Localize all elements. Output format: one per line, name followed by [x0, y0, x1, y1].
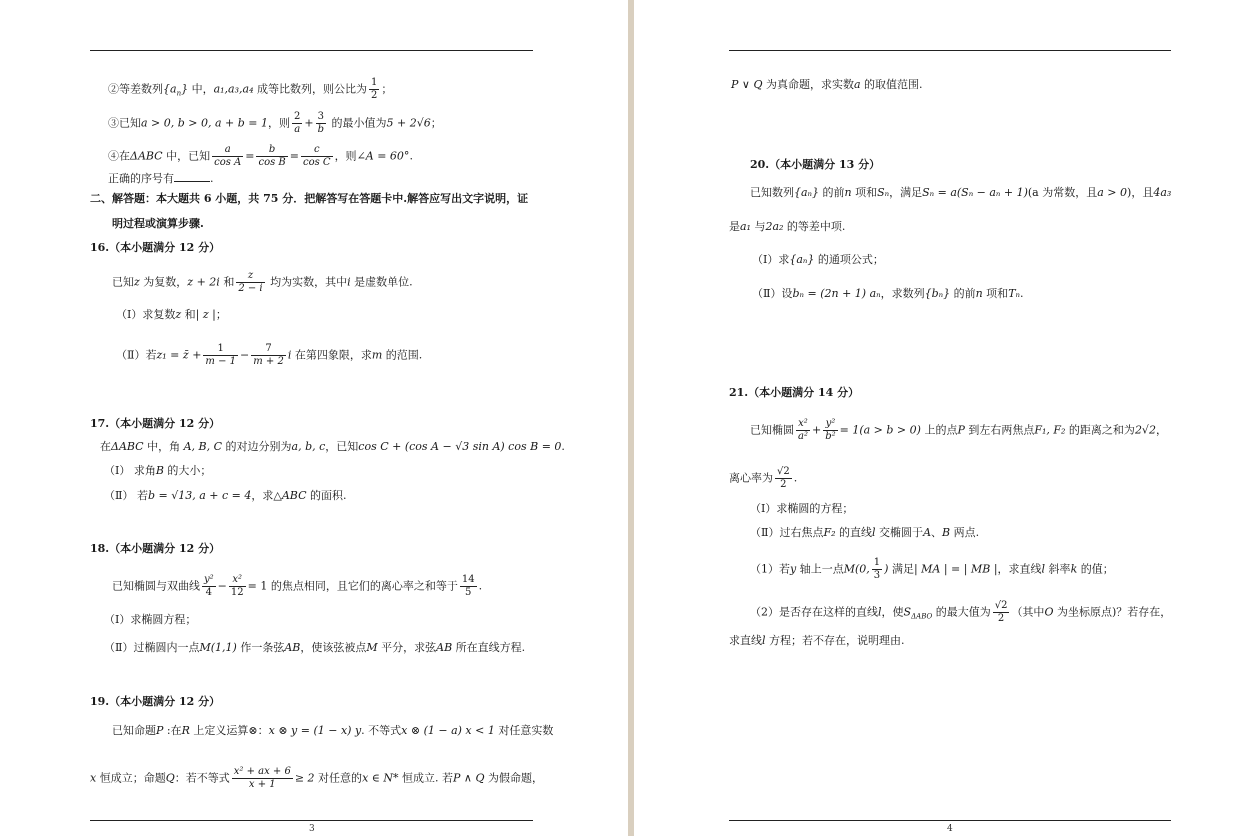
item-text: 求直线 [729, 634, 762, 647]
math: x [90, 771, 97, 785]
item-text: 的值； [1077, 562, 1114, 576]
math: {aₙ} [789, 253, 815, 266]
item-text: 离心率为 [729, 471, 773, 485]
math: b = √13, a + c = 4 [147, 489, 252, 502]
item-text: :在 [163, 724, 182, 737]
math: {aₙ} [794, 186, 820, 199]
item-text: （Ⅱ）过椭圆内一点 [104, 641, 200, 654]
frac-num: 3 [316, 111, 326, 124]
item-text: （Ⅱ）设 [752, 287, 793, 300]
fraction [212, 144, 243, 169]
q18-stem [112, 574, 482, 599]
q21-part-2 [750, 526, 979, 540]
fraction [301, 144, 333, 169]
item-text: 平分，求弦 [377, 641, 437, 654]
item-text: （2）是否存在这样的直线 [750, 605, 878, 619]
item-text: （Ⅱ） 若 [104, 489, 148, 502]
item-text: 的焦点相同，且它们的离心率之和等于 [267, 579, 458, 593]
frac-num: y² [823, 418, 837, 431]
fraction [232, 766, 293, 791]
item-text: 中，角 [143, 440, 184, 453]
header-rule [90, 50, 533, 51]
q20-line-1 [750, 186, 1171, 200]
math: z [175, 308, 182, 321]
item-text: ，求数列 [880, 287, 925, 300]
frac-num: z [236, 270, 264, 283]
math: a₁ [740, 220, 751, 233]
q19-continuation [731, 78, 923, 92]
math: | z | [195, 308, 216, 321]
item-text: 已知椭圆 [750, 423, 794, 437]
math: x ∈ N* [362, 771, 399, 785]
frac-den: cos A [214, 157, 242, 168]
item-text: 的取值范围. [860, 78, 923, 91]
frac-den: b [317, 124, 325, 135]
item-text: . [561, 440, 565, 453]
math: z + 2i [187, 275, 220, 289]
item-text: 为真命题，求实数 [762, 78, 854, 91]
frac-den: m − 1 [205, 356, 237, 367]
q19-title: 19.（本小题满分 12 分） [90, 695, 221, 708]
item-text: 正确的序号有 [108, 172, 174, 185]
math: P ∨ Q [731, 78, 763, 91]
footer-rule [729, 820, 1171, 821]
frac-den: 2 [780, 479, 787, 490]
item-text: 的前 [819, 186, 845, 199]
q17-title: 17.（本小题满分 12 分） [90, 417, 221, 430]
item-text: （Ⅰ） 求角 [104, 464, 156, 477]
item-text: 已知数列 [750, 186, 794, 199]
q15-answer [108, 171, 214, 186]
fraction [256, 144, 287, 169]
header-rule [729, 50, 1171, 51]
item-text: （Ⅱ）过右焦点 [750, 526, 824, 539]
q21-part-1: （Ⅰ）求椭圆的方程； [750, 502, 854, 515]
item-text: 的对边分别为 [222, 440, 292, 453]
item-text: 是虚数单位. [350, 275, 413, 289]
math: ) [884, 562, 889, 576]
item-text: ，使 [881, 605, 904, 619]
q20-title: 20.（本小题满分 13 分） [750, 158, 881, 171]
math: a₁,a₃,a₄ [213, 82, 254, 96]
math: Sₙ [877, 186, 890, 199]
q18-title: 18.（本小题满分 12 分） [90, 542, 221, 555]
math: Sₙ = a(Sₙ − aₙ + 1) [922, 186, 1028, 199]
math: a [853, 78, 861, 91]
item-text: ④在 [108, 149, 130, 163]
item-text: ，求△ [251, 489, 282, 502]
frac-num: a [212, 144, 243, 157]
item-text: )，且 [1127, 186, 1154, 199]
item-text: 、 [931, 526, 943, 539]
item-text: 所在直线方程. [452, 641, 526, 654]
math: {bₙ} [924, 287, 951, 300]
frac-den: 12 [230, 587, 244, 598]
fraction [796, 418, 810, 443]
frac-den: a [294, 124, 301, 135]
item-text: 在第四象限，求 [291, 348, 372, 362]
item-text: 轴上一点 [796, 562, 844, 576]
math: R [181, 724, 190, 737]
math-sub: n [176, 89, 182, 98]
item-text: 项和 [851, 186, 878, 199]
item-text: ②等差数列 [108, 82, 163, 96]
page-number: 4 [947, 824, 953, 834]
footer-rule [90, 820, 533, 821]
item-text: 恒成立. 若 [398, 771, 454, 785]
math: + [811, 423, 822, 437]
q16-title: 16.（本小题满分 12 分） [90, 241, 221, 254]
math: l [1041, 562, 1046, 576]
item-text: 为坐标原点)？若存在， [1053, 605, 1172, 619]
item-text: 为假命题， [484, 771, 543, 785]
page-4 [634, 0, 1259, 836]
math: O [1044, 605, 1054, 619]
answer-blank [174, 171, 210, 182]
item-text: 的距离之和为 [1065, 423, 1135, 437]
math: {a [163, 82, 177, 96]
frac-den: m + 2 [253, 356, 284, 367]
frac-den: 2 − i [238, 283, 263, 294]
item-text: ，求直线 [997, 562, 1042, 576]
item-text: ：若不等式 [174, 771, 230, 785]
item-text: 是 [729, 220, 740, 233]
frac-num: 1 [873, 557, 881, 568]
fraction [872, 557, 882, 582]
item-text: 的大小； [163, 464, 212, 477]
item-text: 对任意实数 [494, 724, 554, 737]
math: ΔABC [130, 149, 163, 163]
math: n [975, 287, 983, 300]
item-text: 项和 [982, 287, 1009, 300]
item-text: 已知命题 [112, 724, 156, 737]
math: z [134, 275, 140, 289]
item-text: ，则 [334, 149, 357, 163]
math: 2√2 [1134, 423, 1156, 437]
fraction [202, 574, 216, 599]
frac-num: 1 [370, 77, 378, 88]
frac-den: x + 1 [248, 779, 276, 790]
math: AB [284, 641, 301, 654]
frac-den: 2 [997, 613, 1005, 624]
math: F₁, F₂ [1034, 423, 1066, 437]
math: n [844, 186, 852, 199]
fraction [229, 574, 246, 599]
math: i [287, 348, 292, 362]
item-text: 恒成立；命题 [96, 771, 166, 785]
item-text: . [1019, 287, 1024, 300]
q17-part-2 [104, 489, 347, 503]
item-text: ，满足 [889, 186, 923, 199]
math: ΔABC [111, 440, 144, 453]
math: Q [165, 771, 175, 785]
math: = [289, 149, 299, 163]
fraction [236, 270, 264, 295]
math: 5 + 2√6 [386, 116, 431, 130]
math: cos C + (cos A − √3 sin A) cos B = 0 [358, 440, 562, 453]
math: = 1 [247, 579, 268, 593]
frac-num: √2 [777, 466, 790, 477]
item-text: （1）若 [750, 562, 790, 576]
math: m [371, 348, 383, 362]
q20-part-1 [752, 253, 884, 267]
math: i [347, 275, 351, 289]
math: 4a₃ [1153, 186, 1172, 199]
fraction [823, 418, 837, 443]
item-text: 在 [100, 440, 111, 453]
q17-stem [100, 440, 565, 454]
math: B [155, 464, 164, 477]
math: bₙ = (2n + 1) aₙ [792, 287, 881, 300]
fraction [775, 466, 792, 491]
frac-num: √2 [994, 600, 1008, 611]
item-text: 中，已知 [162, 149, 211, 163]
math: k [1070, 562, 1078, 576]
frac-num: y² [204, 574, 214, 585]
item-text: 已知 [112, 275, 134, 289]
math: x ⊗ (1 − a) x < 1 [401, 724, 495, 737]
math: a > 0 [1097, 186, 1128, 199]
item-text: ； [215, 308, 227, 321]
frac-den: a² [798, 431, 808, 442]
frac-num: x² [229, 574, 246, 587]
fraction [203, 343, 238, 368]
frac-den: 4 [205, 587, 213, 598]
page-3 [0, 0, 628, 836]
q16-part-2 [116, 343, 422, 368]
math: M(0, [843, 562, 870, 576]
item-text: ，则 [268, 116, 291, 130]
math: − [217, 579, 227, 593]
item-text: ，使该弦被点 [300, 641, 367, 654]
math-sub: ΔABO [911, 612, 933, 621]
item-text: ； [430, 116, 442, 130]
item-text: 满足 [888, 562, 914, 576]
item-text: ， [1155, 423, 1167, 437]
math: ≥ 2 [294, 771, 315, 785]
item-text: 的直线 [835, 526, 873, 539]
item-text: （其中 [1011, 605, 1045, 619]
math: y [790, 562, 797, 576]
math: F₂ [823, 526, 836, 539]
math: } [181, 82, 189, 96]
frac-num: 1 [203, 343, 238, 356]
frac-num: 7 [251, 343, 286, 356]
item-text: 为复数， [139, 275, 188, 289]
frac-den: 2 [370, 90, 378, 101]
q19-line-2 [90, 766, 543, 791]
item-text: 均为实数，其中 [266, 275, 348, 289]
frac-num: x² [796, 418, 810, 431]
item-text: 和 [219, 275, 235, 289]
math: A, B, C [183, 440, 223, 453]
item-text: . [210, 172, 214, 185]
item-text: 的最大值为 [932, 605, 991, 619]
section-2-heading: 二、解答题：本大题共 6 小题，共 75 分．把解答写在答题卡中.解答应写出文字说明，证 [90, 192, 529, 205]
section-2-heading-cont: 明过程或演算步骤. [112, 217, 204, 230]
math: ABC [281, 489, 307, 502]
item-text: 的等差中项. [783, 220, 846, 233]
fraction [316, 111, 326, 136]
math: x ⊗ y = (1 − x) y [268, 724, 362, 737]
frac-den: 3 [873, 570, 881, 581]
q21-line-2 [729, 466, 797, 491]
item-text: . [478, 579, 483, 593]
item-text: 的面积. [306, 489, 347, 502]
math: P ∧ Q [453, 771, 485, 785]
item-text: 的最小值为 [328, 116, 387, 130]
item-text: 的范围. [382, 348, 423, 362]
math: | MA | = | MB | [913, 562, 998, 576]
page-number: 3 [309, 824, 315, 834]
math: z₁ = z̄ + [156, 348, 202, 362]
math: − [240, 348, 250, 362]
item-text: 到左右两焦点 [964, 423, 1035, 437]
item-text: 和 [181, 308, 196, 321]
item-text: 两点. [950, 526, 980, 539]
item-text: 的通项公式； [814, 253, 884, 266]
item-text: （Ⅱ）若 [116, 348, 157, 362]
item-text: 方程；若不存在，说明理由. [765, 634, 905, 647]
math: M(1,1) [199, 641, 237, 654]
frac-den: cos C [302, 157, 331, 168]
item-text: 与 [750, 220, 766, 233]
item-text: 斜率 [1045, 562, 1071, 576]
q20-line-2 [729, 220, 845, 234]
math: + [304, 116, 314, 130]
math: l [878, 605, 882, 619]
item-text: 上定义运算⊗： [189, 724, 269, 737]
math: l [872, 526, 876, 539]
item-text: 作一条弦 [236, 641, 285, 654]
frac-num: 2 [294, 111, 301, 122]
q18-part-1: （Ⅰ）求椭圆方程； [104, 613, 197, 626]
math: S [903, 605, 912, 619]
q16-stem [112, 270, 413, 295]
item-text: . 不等式 [361, 724, 402, 737]
frac-num: c [301, 144, 333, 157]
item-text: 已知椭圆与双曲线 [112, 579, 200, 593]
frac-den: 5 [465, 587, 472, 598]
item-text: ，已知 [325, 440, 359, 453]
fraction [460, 574, 477, 599]
fraction [292, 111, 302, 136]
item-text: 交椭圆于 [875, 526, 924, 539]
q16-part-1 [116, 308, 227, 322]
math: = 1(a > b > 0) [839, 423, 921, 437]
q20-part-2 [752, 287, 1023, 301]
q15-item-2 [108, 77, 392, 102]
math: M [366, 641, 378, 654]
item-text: 成等比数列，则公比为 [253, 82, 367, 96]
frac-den: b² [825, 431, 836, 442]
item-text: 上的点 [920, 423, 958, 437]
math: AB [436, 641, 453, 654]
item-text: （Ⅰ）求 [752, 253, 790, 266]
math: = [245, 149, 255, 163]
math: B [942, 526, 951, 539]
q21-last-line [729, 634, 905, 648]
item-text: . [793, 471, 798, 485]
frac-num: 14 [461, 574, 475, 585]
math: A [923, 526, 932, 539]
item-text: （Ⅰ）求复数 [116, 308, 176, 321]
q18-part-2 [104, 641, 525, 655]
math: P [156, 724, 164, 737]
item-text: ③已知 [108, 116, 141, 130]
item-text: 中， [188, 82, 214, 96]
q21-title: 21.（本小题满分 14 分） [729, 386, 860, 399]
q19-line-1 [112, 724, 553, 738]
fraction [993, 600, 1010, 625]
math: ∠A = 60° [356, 149, 410, 163]
math: P [957, 423, 965, 437]
q21-line-1 [750, 418, 1167, 443]
q15-item-4 [108, 144, 413, 169]
fraction [251, 343, 286, 368]
math: a, b, c [291, 440, 326, 453]
q21-sub-2 [750, 600, 1171, 625]
item-text: . [409, 149, 413, 163]
item-text: (a 为常数，且 [1027, 186, 1098, 199]
math: Tₙ [1008, 287, 1020, 300]
math: 2a₂ [765, 220, 784, 233]
frac-num: b [256, 144, 287, 157]
q21-sub-1 [750, 557, 1114, 582]
q17-part-1 [104, 464, 211, 478]
fraction [369, 77, 379, 102]
item-text: ； [381, 82, 393, 96]
frac-den: cos B [258, 157, 286, 168]
q15-item-3 [108, 111, 442, 136]
item-text: 的前 [950, 287, 976, 300]
math: a > 0, b > 0, a + b = 1 [141, 116, 269, 130]
frac-num: x² + ax + 6 [233, 766, 291, 777]
math: l [762, 634, 766, 647]
item-text: 对任意的 [314, 771, 363, 785]
